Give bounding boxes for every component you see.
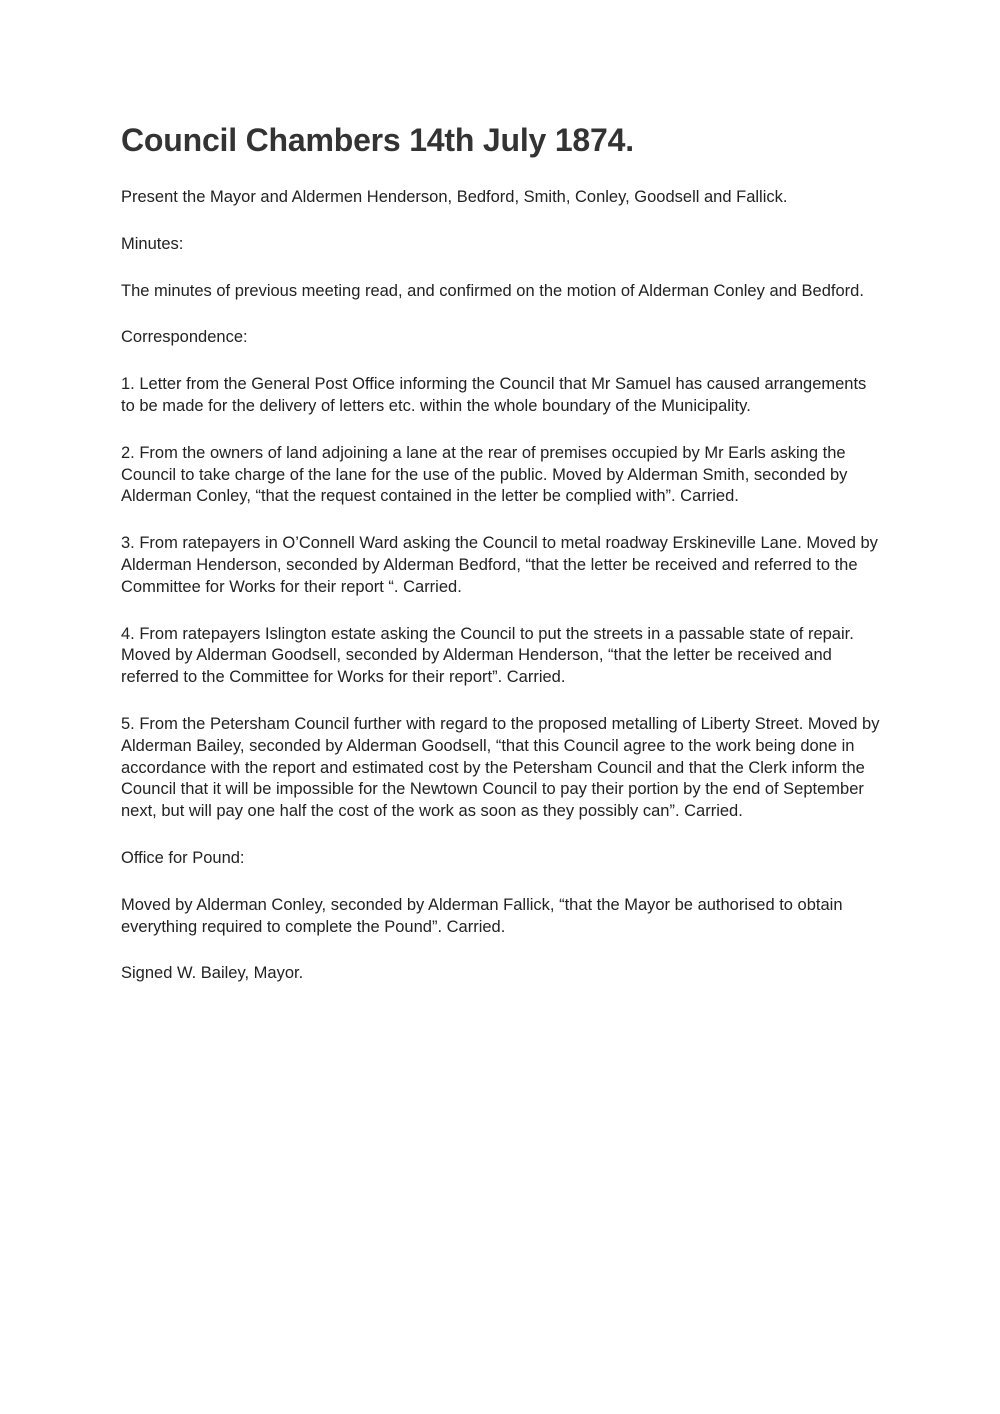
pound-motion-paragraph: Moved by Alderman Conley, seconded by Alderman Fallick, “that the Mayor be authorised to obtain everything required to complete the Pound”. Carried. [121,895,843,936]
signature-line: Signed W. Bailey, Mayor. [121,964,304,983]
document-body [121,118,881,1010]
correspondence-item-3: 3. From ratepayers in O’Connell Ward asking the Council to metal roadway Erskineville Lane. Moved by Alderman Henderson, seconded by Alderman Bedford, “that the letter be received and referred to the Committee for Works for their report “. Carried. [121,534,878,596]
pound-heading: Office for Pound: [121,848,245,867]
minutes-paragraph: The minutes of previous meeting read, and confirmed on the motion of Alderman Conley and Bedford. [121,281,864,300]
correspondence-item-2: 2. From the owners of land adjoining a lane at the rear of premises occupied by Mr Earls asking the Council to take charge of the lane for the use of the public. Moved by Alderman Smith, seconded by Alderman Conley, “that the request contained in the letter be complied with”. Carried. [121,443,848,506]
attendance-paragraph: Present the Mayor and Aldermen Henderson, Bedford, Smith, Conley, Goodsell and Fallick. [121,188,788,206]
correspondence-item-5: 5. From the Petersham Council further with regard to the proposed metalling of Liberty Street. Moved by Alderman Bailey, seconded by Alderman Goodsell, “that this Council agree to the work being done in accordance with the report and estimated cost by the Petersham Council and that the Clerk inform the Council that it will be impossible for the Newtown Council to pay their portion by the end of September next, but will pay one half the cost of the work as soon as they possibly can”. Carried. [121,714,880,821]
correspondence-item-1: 1. Letter from the General Post Office informing the Council that Mr Samuel has caused arrangements to be made for the delivery of letters etc. within the whole boundary of the Municipality. [121,375,867,415]
document-title: Council Chambers 14th July 1874. [121,122,634,158]
minutes-heading: Minutes: [121,234,184,253]
correspondence-heading: Correspondence: [121,328,248,347]
correspondence-item-4: 4. From ratepayers Islington estate asking the Council to put the streets in a passable state of repair. Moved by Alderman Goodsell, seconded by Alderman Henderson, “that the letter be received and referred to the Committee for Works for their report”. Carried. [121,624,854,687]
